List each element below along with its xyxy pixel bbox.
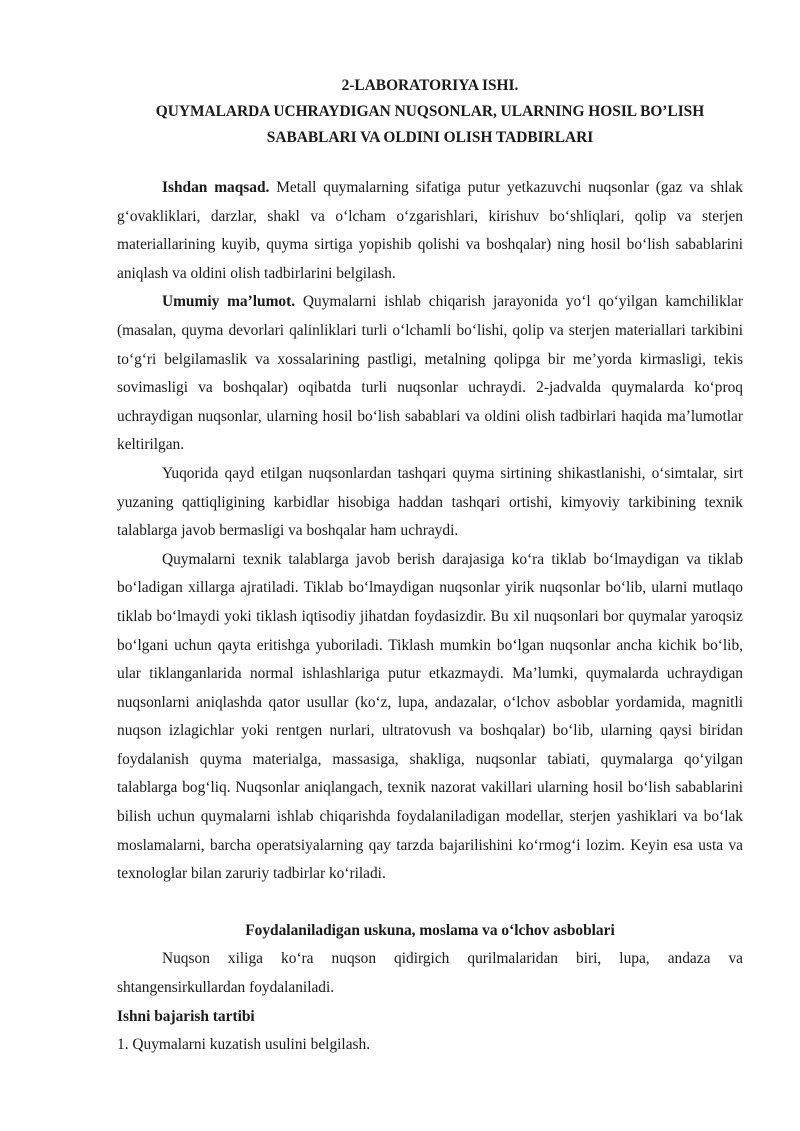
general-info-paragraph [117,288,743,460]
document-page [117,73,743,1060]
title-line-2: QUYMALARDA UCHRAYDIGAN NUQSONLAR, ULARNING HOSIL BO’LISH [155,103,705,120]
title-spacer [117,151,743,174]
general-info-lead: Umumiy ma’lumot. [162,293,296,311]
equipment-heading: Foydalaniladigan uskuna, moslama va o‘lchov asboblari [245,921,615,939]
general-info-text: Quymalarni ishlab chiqarish jarayonida yo‘l qo‘yilgan kamchiliklar (masalan, quyma devorlari qalinliklari turli o‘lchamli bo‘lishi, qolip va sterjen materiallari tarkibini to‘g‘ri belgilamaslik va xossalarining pastligi, metalning qolipga bir me’yorda kirmasligi, tekis sovimasligi va boshqalar) oqibatda turli nuqsonlar uchraydi. 2-jadvalda quymalarda ko‘proq uchraydigan nuqsonlar, ularning hosil bo‘lish sabablari va oldini olish tadbirlari haqida ma’lumotlar keltirilgan. [117,293,743,454]
aim-lead: Ishdan maqsad. [162,179,270,196]
aim-paragraph [117,174,743,288]
procedure-step-1: 1. Quymalarni kuzatish usulini belgilash. [117,1036,371,1054]
title-line-1: 2-LABORATORIYA ISHI. [341,77,519,94]
equipment-paragraph: Nuqson xiliga ko‘ra nuqson qidirgich qurilmalaridan biri, lupa, andaza va shtangensirkullardan foydalaniladi. [117,950,743,997]
additional-defects-paragraph: Yuqorida qayd etilgan nuqsonlardan tashqari quyma sirtining shikastlanishi, o‘simtalar, sirt yuzaning qattiqligining karbidlar hisobiga haddan tashqari ortishi, kimyoviy tarkibining texnik talablarga javob bermasligi va boshqalar ham uchraydi. [117,464,743,540]
aim-text: Metall quymalarning sifatiga putur yetkazuvchi nuqsonlar (gaz va shlak g‘ovakliklari, darzlar, shakl va o‘lcham o‘zgarishlari, kirishuv bo‘shliqlari, qolip va sterjen materiallarining kuyib, quyma sirtiga yopishib qolishi va boshqalar) ning hosil bo‘lish sabablarini aniqlash va oldini olish tadbirlarini belgilash. [117,179,743,282]
document-title [117,73,743,151]
procedure-heading: Ishni bajarish tartibi [117,1007,255,1025]
defect-classification-paragraph: Quymalarni texnik talablarga javob berish darajasiga ko‘ra tiklab bo‘lmaydigan va tiklab bo‘ladigan xillarga ajratiladi. Tiklab bo‘lmaydigan nuqsonlar yirik nuqsonlar bo‘lib, ularni mutlaqo tiklab bo‘lmaydi yoki tiklash iqtisodiy jihatdan foydasizdir. Bu xil nuqsonlari bor quymalar yaroqsiz bo‘lgani uchun qayta eritishga yuboriladi. Tiklash mumkin bo‘lgan nuqsonlar ancha kichik bo‘lib, ular tiklanganlarida normal ishlashlariga putur etkazmaydi. Ma’lumki, quymalarda uchraydigan nuqsonlarni aniqlashda qator usullar (ko‘z, lupa, andazalar, o‘lchov asboblar yordamida, magnitli nuqson izlagichlar yoki rentgen nurlari, ultratovush va boshqalar) bo‘lib, ularning qaysi biridan foydalanish quyma materialga, massasiga, shakliga, nuqsonlar tabiati, quymalarga qo‘yilgan talablarga bog‘liq. Nuqsonlar aniqlangach, texnik nazorat vakillari ularning hosil bo‘lish sabablarini bilish uchun quymalarni ishlab chiqarishda foydalaniladigan modellar, sterjen yashiklari va bo‘lak moslamalarni, barcha operatsiyalarning qay tarzda bajarilishini ko‘rmog‘i lozim. Keyin esa usta va texnologlar bilan zaruriy tadbirlar ko‘riladi. [117,550,743,883]
title-line-3: SABABLARI VA OLDINI OLISH TADBIRLARI [266,129,594,146]
